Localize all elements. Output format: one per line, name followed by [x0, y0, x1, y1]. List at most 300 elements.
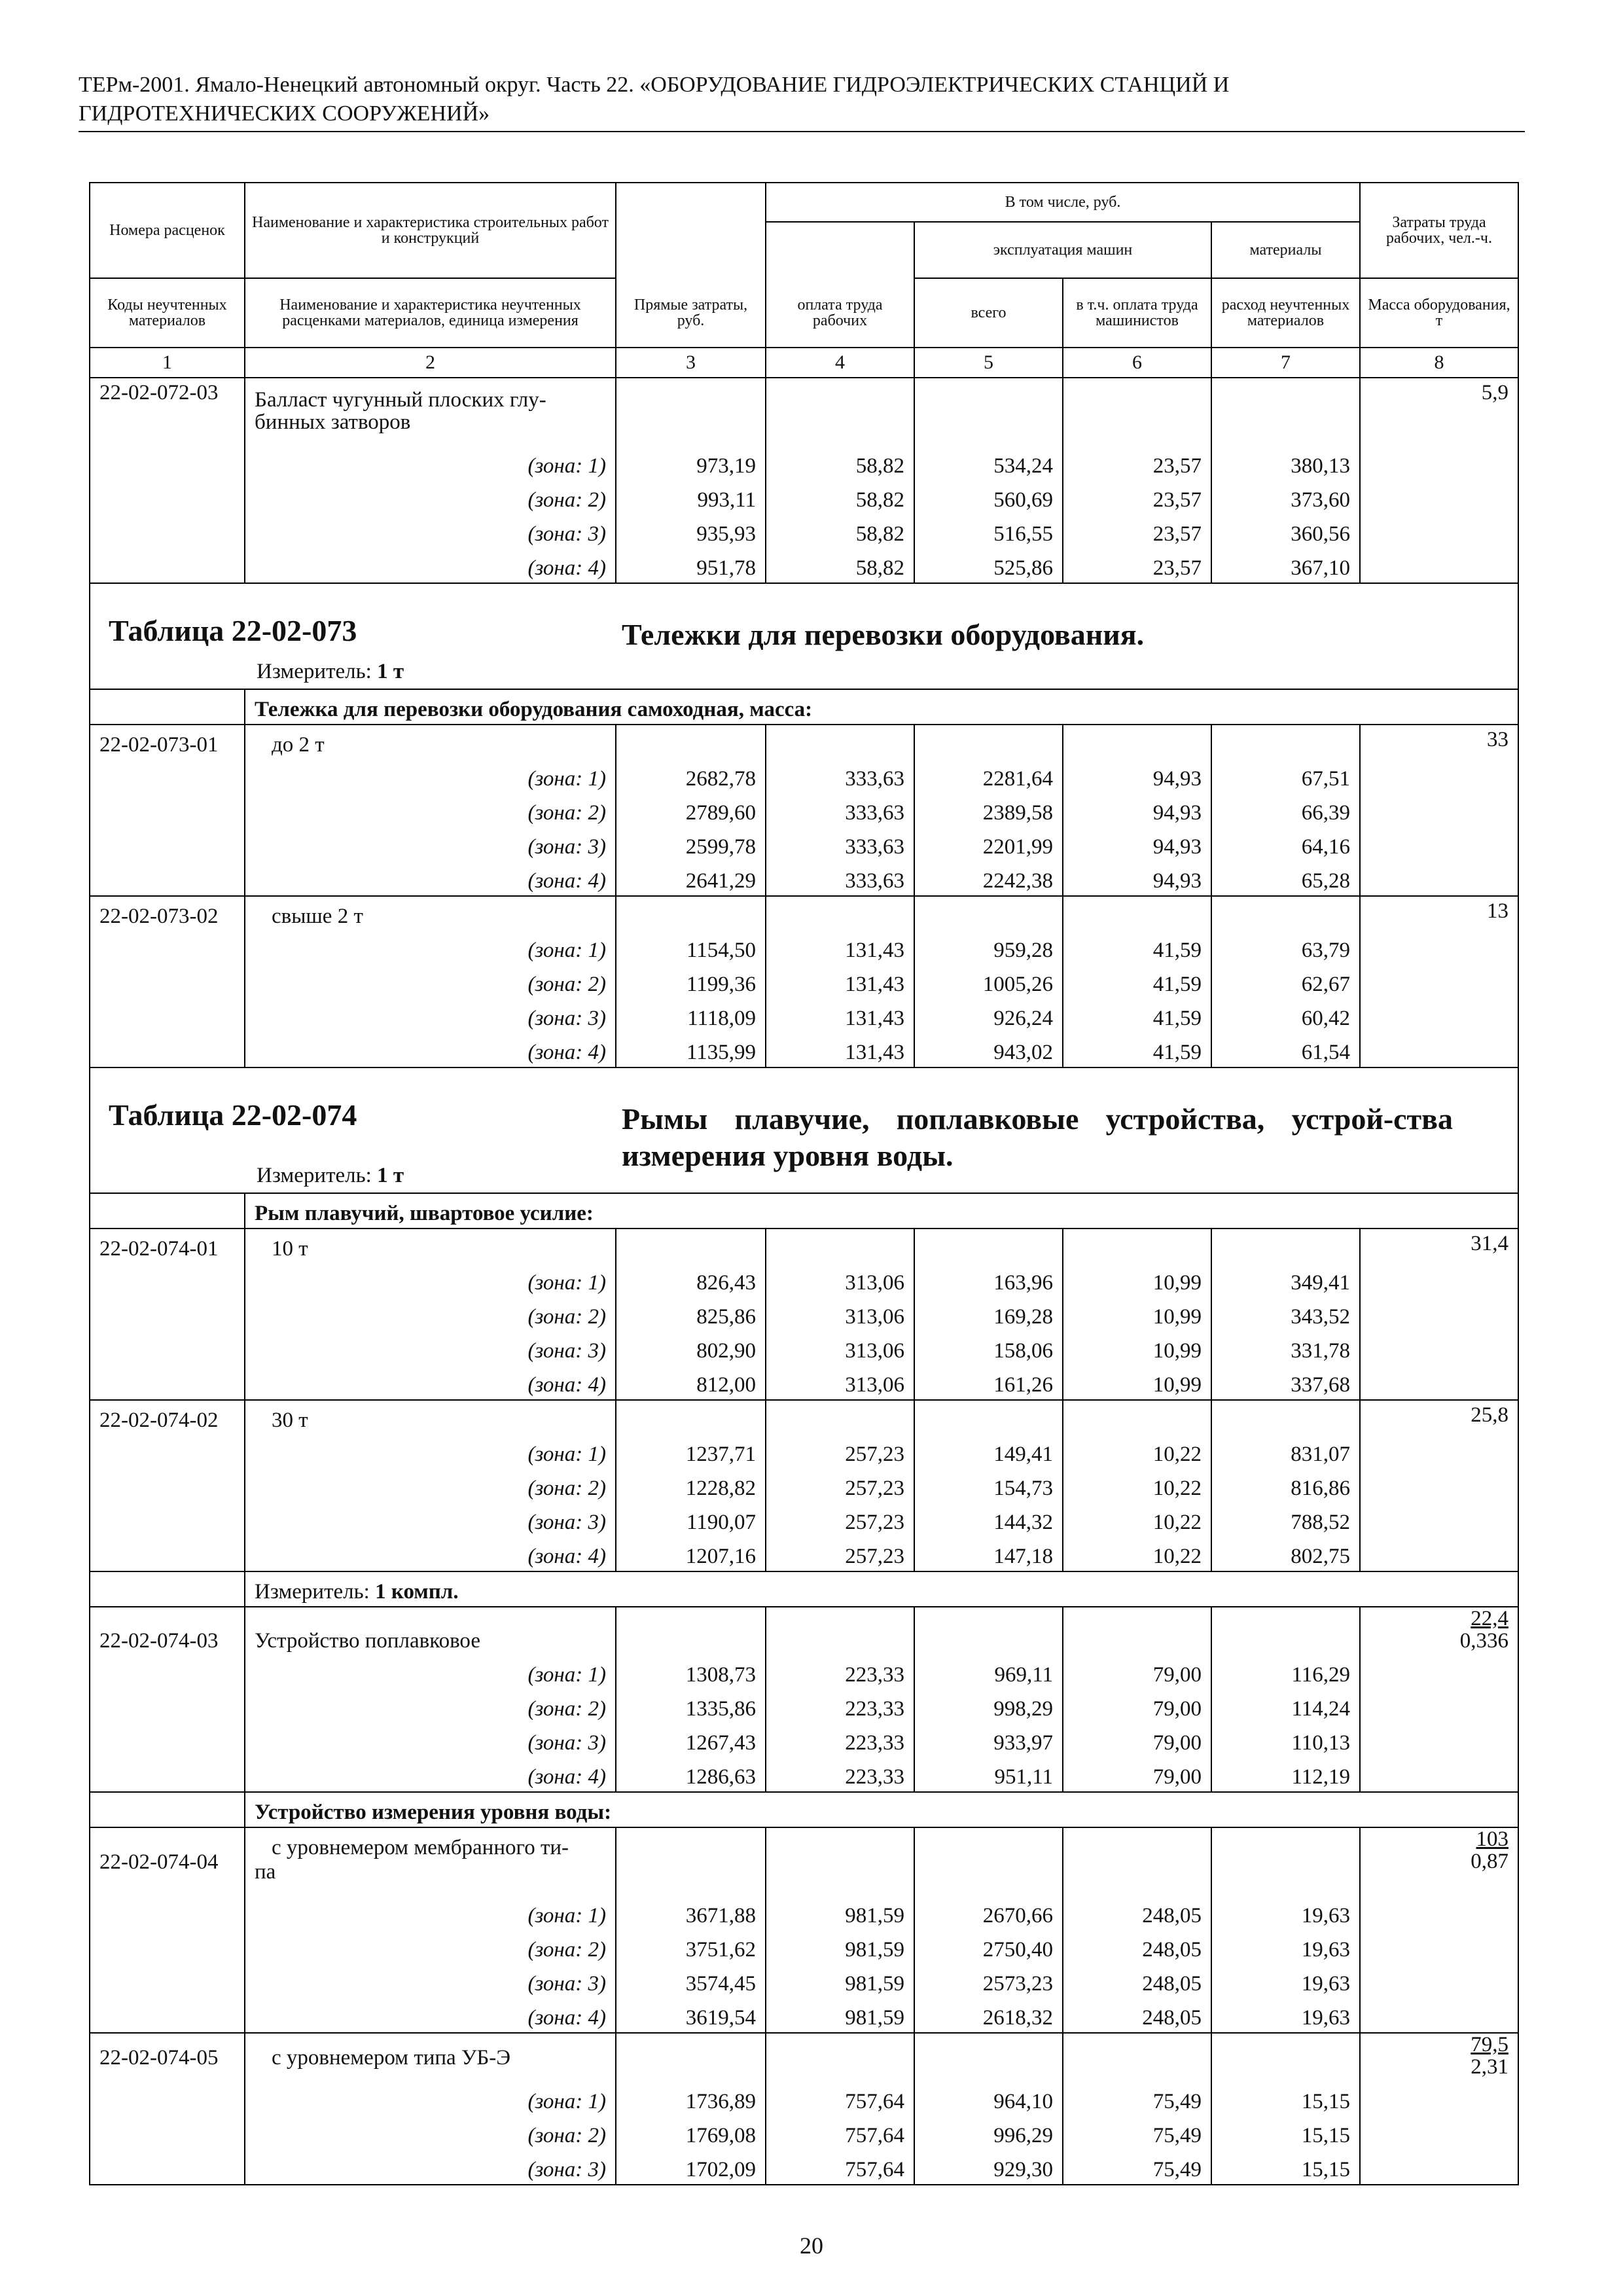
- machines-total: 2750,40: [914, 1930, 1063, 1964]
- zone-row: [90, 1998, 1518, 2033]
- materials: 65,28: [1211, 861, 1360, 896]
- section-row: [90, 1792, 1518, 1827]
- zone-row: [90, 514, 1518, 548]
- zone-label: (зона: 1): [245, 1263, 616, 1297]
- machines-total: 951,11: [914, 1757, 1063, 1792]
- header-row-1: [90, 183, 1518, 222]
- col-material-codes: Коды неучтенных материалов: [90, 278, 245, 348]
- zone-row: [90, 2116, 1518, 2150]
- machines-total: 2201,99: [914, 827, 1063, 861]
- direct-costs: 1154,50: [616, 931, 766, 965]
- section-row: [90, 689, 1518, 725]
- machines-total: 144,32: [914, 1503, 1063, 1537]
- section-name: Тележка для перевозки оборудования самоходная, масса:: [245, 689, 1518, 725]
- materials: 19,63: [1211, 1930, 1360, 1964]
- operator-wages: 10,99: [1063, 1297, 1211, 1331]
- materials: 802,75: [1211, 1537, 1360, 1571]
- zone-label: (зона: 4): [245, 1537, 616, 1571]
- col-work-name: Наименование и характеристика строительных работ и конструкций: [245, 183, 616, 278]
- direct-costs: 826,43: [616, 1263, 766, 1297]
- machines-total: 933,97: [914, 1723, 1063, 1757]
- direct-costs: 3574,45: [616, 1964, 766, 1998]
- machines-total: 516,55: [914, 514, 1063, 548]
- section-row: [90, 1193, 1518, 1229]
- direct-costs: 1237,71: [616, 1435, 766, 1469]
- zone-row: [90, 1033, 1518, 1067]
- zone-row: [90, 1331, 1518, 1365]
- col-direct-top: [616, 183, 766, 278]
- zone-label: (зона: 1): [245, 2082, 616, 2116]
- machines-total: 158,06: [914, 1331, 1063, 1365]
- rate-name: до 2 т: [245, 725, 616, 759]
- col-rate-numbers: Номера расценок: [90, 183, 245, 278]
- operator-wages: 10,22: [1063, 1537, 1211, 1571]
- rate-code: 22-02-074-04: [90, 1827, 245, 1896]
- col-materials: материалы: [1211, 222, 1360, 278]
- zone-label: (зона: 4): [245, 1033, 616, 1067]
- labor-value: 5,9: [1360, 378, 1518, 446]
- rates-table: [89, 182, 1519, 2185]
- labor-fraction: [1360, 2033, 1518, 2082]
- column-number: 4: [766, 348, 914, 378]
- zone-label: (зона: 2): [245, 1689, 616, 1723]
- column-number: 8: [1360, 348, 1518, 378]
- rate-name: Устройство поплавковое: [245, 1607, 616, 1655]
- machines-total: 560,69: [914, 480, 1063, 514]
- zone-row: [90, 827, 1518, 861]
- header-rule: [79, 131, 1525, 132]
- zone-label: (зона: 1): [245, 931, 616, 965]
- operator-wages: 75,49: [1063, 2116, 1211, 2150]
- materials: 61,54: [1211, 1033, 1360, 1067]
- wages: 58,82: [766, 514, 914, 548]
- zone-label: (зона: 2): [245, 793, 616, 827]
- labor-value: 79,5: [1471, 2033, 1508, 2056]
- materials: 831,07: [1211, 1435, 1360, 1469]
- col-equipment-mass: Масса оборудования, т: [1360, 278, 1518, 348]
- direct-costs: 3671,88: [616, 1896, 766, 1930]
- operator-wages: 94,93: [1063, 861, 1211, 896]
- materials: 337,68: [1211, 1365, 1360, 1400]
- zone-row: [90, 931, 1518, 965]
- col-labor: Затраты труда рабочих, чел.-ч.: [1360, 183, 1518, 278]
- labor-value: 22,4: [1471, 1607, 1508, 1630]
- operator-wages: 248,05: [1063, 1930, 1211, 1964]
- materials: 62,67: [1211, 965, 1360, 999]
- machines-total: 959,28: [914, 931, 1063, 965]
- zone-row: [90, 446, 1518, 480]
- wages: 757,64: [766, 2116, 914, 2150]
- zone-row: [90, 1896, 1518, 1930]
- direct-costs: 951,78: [616, 548, 766, 583]
- operator-wages: 10,99: [1063, 1365, 1211, 1400]
- page-header: [79, 71, 1525, 128]
- operator-wages: 23,57: [1063, 548, 1211, 583]
- direct-costs: 1308,73: [616, 1655, 766, 1689]
- unit-line: [257, 1161, 404, 1190]
- rate-code: 22-02-073-01: [90, 725, 245, 759]
- zone-row: [90, 1930, 1518, 1964]
- wages: 131,43: [766, 999, 914, 1033]
- labor-value: 33: [1360, 725, 1518, 759]
- table-title: Таблица 22-02-074: [109, 1098, 357, 1132]
- zone-label: (зона: 2): [245, 965, 616, 999]
- unit-label: Измеритель:: [257, 1164, 372, 1187]
- col-material-consumption: расход неучтенных материалов: [1211, 278, 1360, 348]
- direct-costs: 2789,60: [616, 793, 766, 827]
- zone-label: (зона: 1): [245, 1896, 616, 1930]
- col-operator-wages: в т.ч. оплата труда машинистов: [1063, 278, 1211, 348]
- table-row: [90, 896, 1518, 931]
- machines-total: 964,10: [914, 2082, 1063, 2116]
- wages: 313,06: [766, 1297, 914, 1331]
- direct-costs: 1228,82: [616, 1469, 766, 1503]
- materials: 15,15: [1211, 2082, 1360, 2116]
- direct-costs: 802,90: [616, 1331, 766, 1365]
- zone-row: [90, 999, 1518, 1033]
- materials: 15,15: [1211, 2116, 1360, 2150]
- materials: 63,79: [1211, 931, 1360, 965]
- table-row: [90, 412, 1518, 446]
- wages: 981,59: [766, 1896, 914, 1930]
- unit-label: Измеритель:: [257, 660, 372, 683]
- materials: 19,63: [1211, 1896, 1360, 1930]
- machines-total: 969,11: [914, 1655, 1063, 1689]
- materials: 343,52: [1211, 1297, 1360, 1331]
- machines-total: 2670,66: [914, 1896, 1063, 1930]
- machines-total: 1005,26: [914, 965, 1063, 999]
- machines-total: 149,41: [914, 1435, 1063, 1469]
- operator-wages: 248,05: [1063, 1896, 1211, 1930]
- operator-wages: 248,05: [1063, 1964, 1211, 1998]
- wages: 257,23: [766, 1469, 914, 1503]
- operator-wages: 79,00: [1063, 1689, 1211, 1723]
- zone-row: [90, 1723, 1518, 1757]
- wages: 313,06: [766, 1263, 914, 1297]
- operator-wages: 10,22: [1063, 1503, 1211, 1537]
- materials: 788,52: [1211, 1503, 1360, 1537]
- materials: 116,29: [1211, 1655, 1360, 1689]
- operator-wages: 94,93: [1063, 759, 1211, 793]
- zone-row: [90, 1297, 1518, 1331]
- unit-label: Измеритель:: [255, 1580, 370, 1604]
- wages: 981,59: [766, 1964, 914, 1998]
- zone-label: (зона: 4): [245, 548, 616, 583]
- wages: 981,59: [766, 1998, 914, 2033]
- machines-total: 2242,38: [914, 861, 1063, 896]
- zone-label: (зона: 2): [245, 480, 616, 514]
- zone-label: (зона: 1): [245, 1655, 616, 1689]
- zone-row: [90, 1435, 1518, 1469]
- operator-wages: 10,22: [1063, 1469, 1211, 1503]
- zone-label: (зона: 3): [245, 1723, 616, 1757]
- materials: 112,19: [1211, 1757, 1360, 1792]
- operator-wages: 23,57: [1063, 514, 1211, 548]
- direct-costs: 1286,63: [616, 1757, 766, 1792]
- wages: 333,63: [766, 759, 914, 793]
- operator-wages: 79,00: [1063, 1655, 1211, 1689]
- zone-row: [90, 1365, 1518, 1400]
- zone-row: [90, 2082, 1518, 2116]
- zone-row: [90, 1469, 1518, 1503]
- materials: 331,78: [1211, 1331, 1360, 1365]
- rate-name: с уровнемером типа УБ-Э: [245, 2033, 616, 2082]
- table-row: [90, 1400, 1518, 1435]
- direct-costs: 1190,07: [616, 1503, 766, 1537]
- wages: 223,33: [766, 1689, 914, 1723]
- table-row: [90, 1827, 1518, 1862]
- wages: 333,63: [766, 793, 914, 827]
- direct-costs: 2599,78: [616, 827, 766, 861]
- wages: 131,43: [766, 1033, 914, 1067]
- col-material-name: Наименование и характеристика неучтенных расценками материалов, единица измерения: [245, 278, 616, 348]
- labor-value: 31,4: [1360, 1229, 1518, 1263]
- col-total: всего: [914, 278, 1063, 348]
- machines-total: 926,24: [914, 999, 1063, 1033]
- direct-costs: 1335,86: [616, 1689, 766, 1723]
- zone-row: [90, 1964, 1518, 1998]
- zone-row: [90, 480, 1518, 514]
- wages: 757,64: [766, 2150, 914, 2185]
- materials: 816,86: [1211, 1469, 1360, 1503]
- direct-costs: 1267,43: [616, 1723, 766, 1757]
- header-row-3: [90, 278, 1518, 348]
- unit-value: 1 т: [377, 660, 404, 683]
- wages: 313,06: [766, 1331, 914, 1365]
- materials: 114,24: [1211, 1689, 1360, 1723]
- col-including: В том числе, руб.: [766, 183, 1360, 222]
- table-block-073: [90, 583, 1518, 689]
- zone-row: [90, 759, 1518, 793]
- zone-row: [90, 1689, 1518, 1723]
- operator-wages: 79,00: [1063, 1757, 1211, 1792]
- rate-code: 22-02-074-05: [90, 2033, 245, 2082]
- machines-total: 163,96: [914, 1263, 1063, 1297]
- unit-value: 1 компл.: [375, 1580, 459, 1604]
- operator-wages: 41,59: [1063, 965, 1211, 999]
- section-name: Рым плавучий, швартовое усилие:: [245, 1193, 1518, 1229]
- wages: 223,33: [766, 1757, 914, 1792]
- direct-costs: 1207,16: [616, 1537, 766, 1571]
- machines-total: 2618,32: [914, 1998, 1063, 2033]
- col-direct-costs: Прямые затраты, руб.: [616, 278, 766, 348]
- column-number: 6: [1063, 348, 1211, 378]
- direct-costs: 1135,99: [616, 1033, 766, 1067]
- materials: 66,39: [1211, 793, 1360, 827]
- rate-code: 22-02-074-02: [90, 1400, 245, 1435]
- column-numbers-row: [90, 348, 1518, 378]
- machines-total: 525,86: [914, 548, 1063, 583]
- table-row: [90, 1229, 1518, 1263]
- table-name: Тележки для перевозки оборудования.: [622, 618, 1145, 651]
- page-number: 20: [800, 2233, 823, 2259]
- zone-row: [90, 1757, 1518, 1792]
- rate-code: 22-02-073-02: [90, 896, 245, 931]
- zone-label: (зона: 2): [245, 2116, 616, 2150]
- direct-costs: 935,93: [616, 514, 766, 548]
- zone-label: (зона: 4): [245, 1757, 616, 1792]
- machines-total: 161,26: [914, 1365, 1063, 1400]
- unit-line: [257, 657, 404, 686]
- materials: 367,10: [1211, 548, 1360, 583]
- zone-label: (зона: 3): [245, 2150, 616, 2185]
- machines-total: 2389,58: [914, 793, 1063, 827]
- zone-label: (зона: 3): [245, 999, 616, 1033]
- wages: 333,63: [766, 861, 914, 896]
- materials: 380,13: [1211, 446, 1360, 480]
- direct-costs: 1702,09: [616, 2150, 766, 2185]
- zone-label: (зона: 2): [245, 1469, 616, 1503]
- machines-total: 2281,64: [914, 759, 1063, 793]
- mass-value: 2,31: [1471, 2055, 1508, 2079]
- operator-wages: 23,57: [1063, 446, 1211, 480]
- materials: 64,16: [1211, 827, 1360, 861]
- section-name: Устройство измерения уровня воды:: [245, 1792, 1518, 1827]
- operator-wages: 10,99: [1063, 1263, 1211, 1297]
- labor-value: 25,8: [1360, 1400, 1518, 1435]
- direct-costs: 2682,78: [616, 759, 766, 793]
- direct-costs: 1736,89: [616, 2082, 766, 2116]
- rate-code: 22-02-074-03: [90, 1607, 245, 1655]
- column-number: 7: [1211, 348, 1360, 378]
- operator-wages: 75,49: [1063, 2150, 1211, 2185]
- table-row: [90, 725, 1518, 759]
- header-line-2: ГИДРОТЕХНИЧЕСКИХ СООРУЖЕНИЙ»: [79, 101, 490, 126]
- operator-wages: 41,59: [1063, 931, 1211, 965]
- wages: 981,59: [766, 1930, 914, 1964]
- direct-costs: 993,11: [616, 480, 766, 514]
- zone-label: (зона: 4): [245, 1365, 616, 1400]
- machines-total: 943,02: [914, 1033, 1063, 1067]
- wages: 757,64: [766, 2082, 914, 2116]
- machines-total: 2573,23: [914, 1964, 1063, 1998]
- operator-wages: 10,22: [1063, 1435, 1211, 1469]
- direct-costs: 1769,08: [616, 2116, 766, 2150]
- column-number: 1: [90, 348, 245, 378]
- wages: 257,23: [766, 1503, 914, 1537]
- direct-costs: 812,00: [616, 1365, 766, 1400]
- wages: 257,23: [766, 1435, 914, 1469]
- machines-total: 996,29: [914, 2116, 1063, 2150]
- col-wages: оплата труда рабочих: [766, 278, 914, 348]
- zone-row: [90, 793, 1518, 827]
- zone-label: (зона: 4): [245, 861, 616, 896]
- unit-row: [90, 1571, 1518, 1607]
- operator-wages: 41,59: [1063, 1033, 1211, 1067]
- materials: 19,63: [1211, 1998, 1360, 2033]
- labor-value: 13: [1360, 896, 1518, 931]
- zone-label: (зона: 1): [245, 759, 616, 793]
- wages: 313,06: [766, 1365, 914, 1400]
- unit-value: 1 т: [377, 1164, 404, 1187]
- column-number: 3: [616, 348, 766, 378]
- wages: 131,43: [766, 931, 914, 965]
- materials: 19,63: [1211, 1964, 1360, 1998]
- operator-wages: 41,59: [1063, 999, 1211, 1033]
- rate-code: 22-02-072-03: [90, 378, 245, 446]
- direct-costs: 973,19: [616, 446, 766, 480]
- machines-total: 998,29: [914, 1689, 1063, 1723]
- mass-value: 0,336: [1459, 1629, 1508, 1653]
- zone-label: (зона: 3): [245, 514, 616, 548]
- wages: 333,63: [766, 827, 914, 861]
- operator-wages: 23,57: [1063, 480, 1211, 514]
- table-block-074: [90, 1067, 1518, 1193]
- rate-code: 22-02-074-01: [90, 1229, 245, 1263]
- column-number: 2: [245, 348, 616, 378]
- wages: 257,23: [766, 1537, 914, 1571]
- labor-fraction: [1360, 1607, 1518, 1655]
- wages: 58,82: [766, 548, 914, 583]
- zone-row: [90, 2150, 1518, 2185]
- materials: 360,56: [1211, 514, 1360, 548]
- rate-name: с уровнемером мембранного ти-: [245, 1827, 616, 1862]
- operator-wages: 248,05: [1063, 1998, 1211, 2033]
- rate-name: бинных затворов: [245, 412, 616, 446]
- materials: 373,60: [1211, 480, 1360, 514]
- wages: 58,82: [766, 446, 914, 480]
- materials: 60,42: [1211, 999, 1360, 1033]
- zone-label: (зона: 3): [245, 827, 616, 861]
- wages: 223,33: [766, 1723, 914, 1757]
- zone-label: (зона: 1): [245, 446, 616, 480]
- labor-value: 103: [1476, 1827, 1508, 1851]
- rate-name: па: [245, 1862, 616, 1896]
- zone-label: (зона: 4): [245, 1998, 616, 2033]
- machines-total: 147,18: [914, 1537, 1063, 1571]
- table-title: Таблица 22-02-073: [109, 614, 357, 647]
- rate-name: 10 т: [245, 1229, 616, 1263]
- col-wages-top: [766, 222, 914, 278]
- direct-costs: 3619,54: [616, 1998, 766, 2033]
- machines-total: 929,30: [914, 2150, 1063, 2185]
- rate-name: свыше 2 т: [245, 896, 616, 931]
- operator-wages: 94,93: [1063, 827, 1211, 861]
- rate-name: 30 т: [245, 1400, 616, 1435]
- operator-wages: 10,99: [1063, 1331, 1211, 1365]
- zone-label: (зона: 1): [245, 1435, 616, 1469]
- direct-costs: 825,86: [616, 1297, 766, 1331]
- zone-label: (зона: 2): [245, 1930, 616, 1964]
- wages: 131,43: [766, 965, 914, 999]
- labor-fraction: [1360, 1827, 1518, 1896]
- col-machines: эксплуатация машин: [914, 222, 1211, 278]
- operator-wages: 79,00: [1063, 1723, 1211, 1757]
- materials: 67,51: [1211, 759, 1360, 793]
- zone-row: [90, 1655, 1518, 1689]
- direct-costs: 2641,29: [616, 861, 766, 896]
- materials: 349,41: [1211, 1263, 1360, 1297]
- operator-wages: 75,49: [1063, 2082, 1211, 2116]
- direct-costs: 1118,09: [616, 999, 766, 1033]
- table-row: [90, 2033, 1518, 2082]
- zone-row: [90, 965, 1518, 999]
- table-name: Рымы плавучие, поплавковые устройства, устрой-ства измерения уровня воды.: [622, 1102, 1453, 1172]
- wages: 223,33: [766, 1655, 914, 1689]
- zone-label: (зона: 3): [245, 1964, 616, 1998]
- direct-costs: 1199,36: [616, 965, 766, 999]
- materials: 110,13: [1211, 1723, 1360, 1757]
- column-number: 5: [914, 348, 1063, 378]
- rate-name: Балласт чугунный плоских глу-: [245, 378, 616, 412]
- zone-row: [90, 861, 1518, 896]
- machines-total: 169,28: [914, 1297, 1063, 1331]
- materials: 15,15: [1211, 2150, 1360, 2185]
- zone-label: (зона: 3): [245, 1503, 616, 1537]
- table-row: [90, 1862, 1518, 1896]
- machines-total: 534,24: [914, 446, 1063, 480]
- operator-wages: 94,93: [1063, 793, 1211, 827]
